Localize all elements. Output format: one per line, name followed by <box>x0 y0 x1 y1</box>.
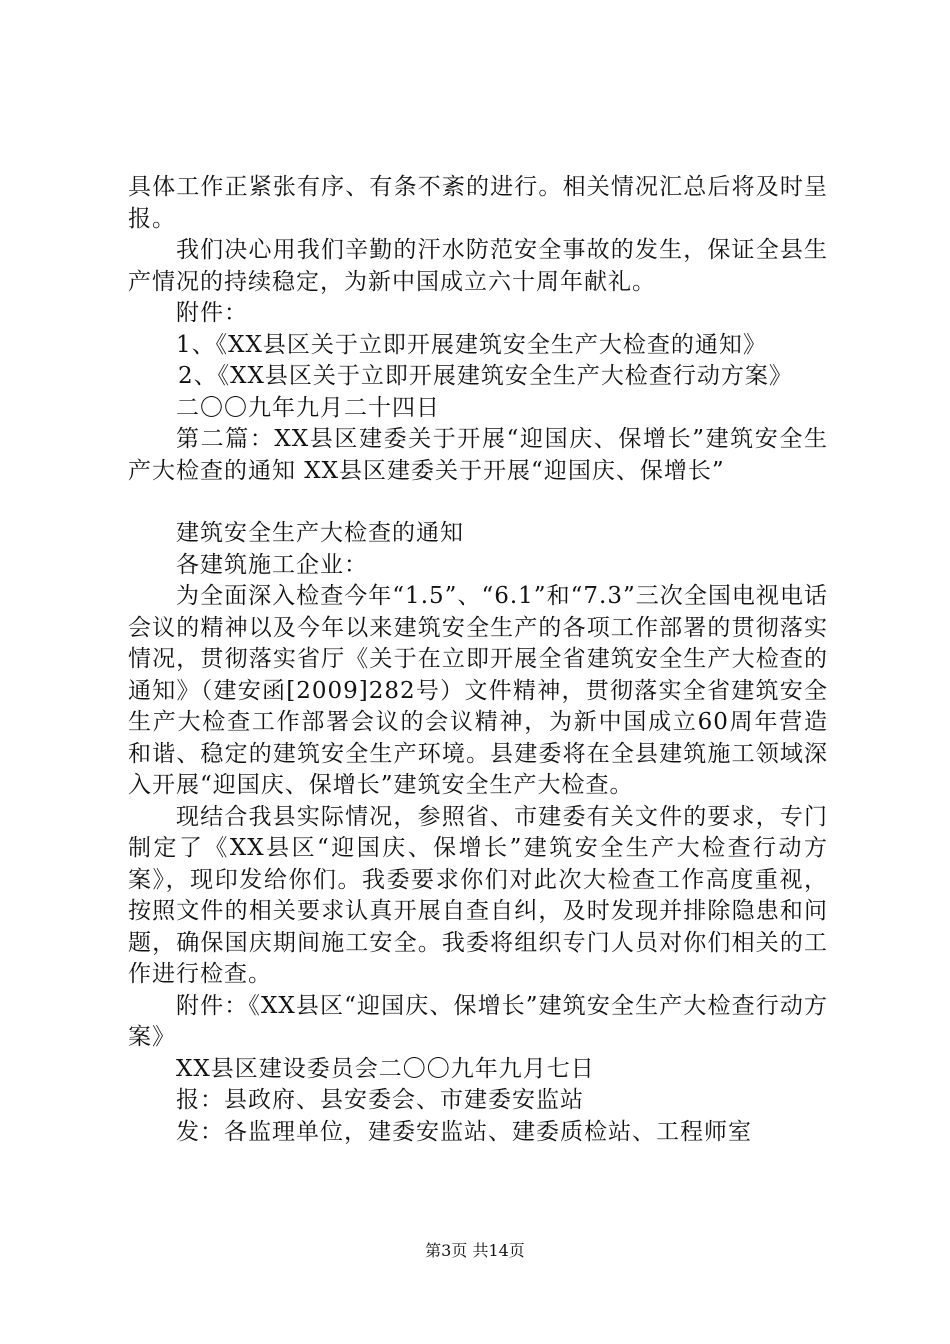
page-number-footer: 第3页 共14页 <box>425 1241 525 1260</box>
section-title: 第二篇：XX县区建委关于开展“迎国庆、保增长”建筑安全生产大检查的通知 XX县区建委关于开展“迎国庆、保增长” <box>128 426 828 484</box>
issuer-and-date: XX县区建设委员会二〇〇九年九月七日 <box>176 1055 595 1082</box>
paragraph-purpose: 为全面深入检查今年“1.5”、“6.1”和“7.3”三次全国电视电话会议的精神以及今年以来建筑安全生产的各项工作部署的贯彻落实情况，贯彻落实省厅《关于在立即开展全省建筑安全生产大检查的通知》（建安函[2009]282号）文件精神，贯彻落实全省建筑安全生产大检查工作部署会议的会议精神，为新中国成立60周年营造和谐、稳定的建筑安全生产环境。县建委将在全县建筑施工领域深入开展“迎国庆、保增长”建筑安全生产大检查。 <box>128 583 828 798</box>
distribute-to: 发：各监理单位，建委安监站、建委质检站、工程师室 <box>176 1118 752 1145</box>
paragraph-continuation: 具体工作正紧张有序、有条不紊的进行。相关情况汇总后将及时呈报。 <box>128 174 828 232</box>
paragraph-resolve: 我们决心用我们辛勤的汗水防范安全事故的发生，保证全县生产情况的持续稳定，为新中国成立六十周年献礼。 <box>128 237 828 295</box>
salutation: 各建筑施工企业： <box>176 551 368 578</box>
attachment-heading: 附件： <box>176 300 248 326</box>
document-date: 二〇〇九年九月二十四日 <box>176 394 440 421</box>
attachment-line: 附件：《XX县区“迎国庆、保增长”建筑安全生产大检查行动方案》 <box>128 992 828 1050</box>
report-to: 报：县政府、县安委会、市建委安监站 <box>176 1087 584 1113</box>
notice-title: 建筑安全生产大检查的通知 <box>176 520 464 546</box>
attachment-item-1: 1、《XX县区关于立即开展建筑安全生产大检查的通知》 <box>176 331 767 358</box>
attachment-item-2: 2、《XX县区关于立即开展建筑安全生产大检查行动方案》 <box>178 363 793 389</box>
document-body <box>128 172 828 1148</box>
paragraph-requirements: 现结合我县实际情况，参照省、市建委有关文件的要求，专门制定了《XX县区“迎国庆、保增长”建筑安全生产大检查行动方案》，现印发给你们。我委要求你们对此次大检查工作高度重视，按照文件的相关要求认真开展自查自纠，及时发现并排除隐患和问题，确保国庆期间施工安全。我委将组织专门人员对你们相关的工作进行检查。 <box>128 803 828 987</box>
